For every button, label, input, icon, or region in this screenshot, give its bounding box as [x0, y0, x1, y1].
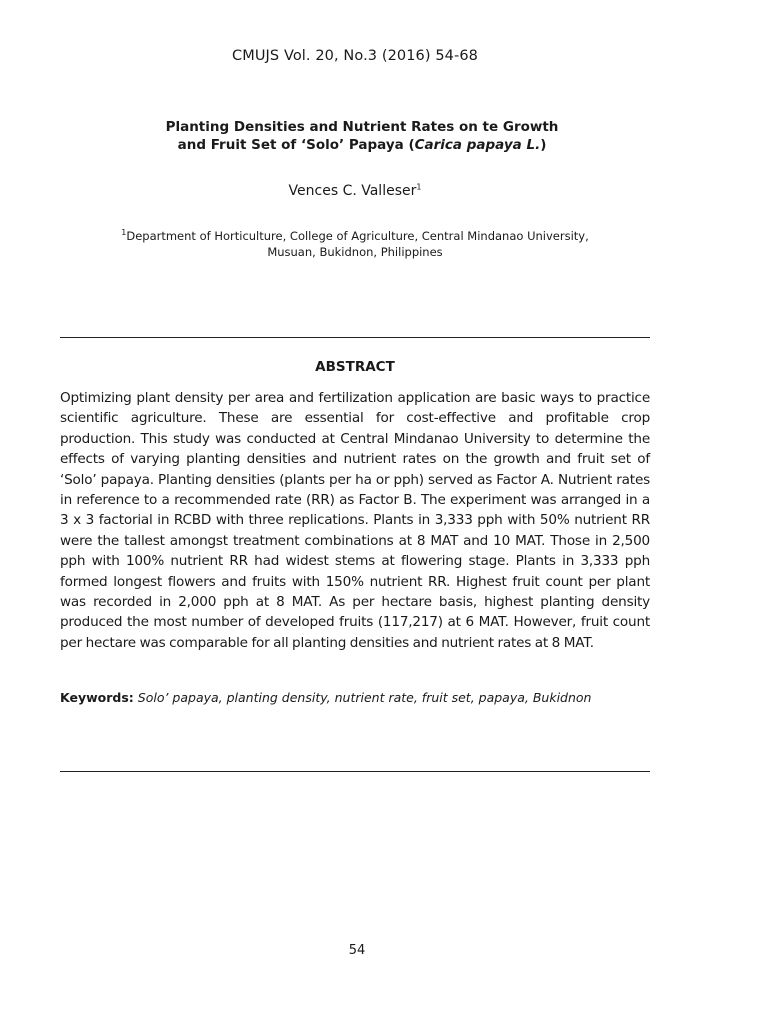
affiliation-line-2: Musuan, Bukidnon, Philippines — [267, 245, 443, 259]
affiliation-text-1: Department of Horticulture, College of Agriculture, Central Mindanao University, — [126, 229, 589, 243]
keywords-values: Solo’ papaya, planting density, nutrient rate, fruit set, papaya, Bukidnon — [137, 690, 592, 705]
affiliation — [0, 228, 710, 260]
title-line-1: Planting Densities and Nutrient Rates on te Growth — [165, 119, 559, 135]
author — [0, 183, 710, 199]
top-divider — [60, 337, 650, 338]
affiliation-line-1 — [0, 228, 710, 244]
author-affiliation-marker: 1 — [416, 182, 422, 192]
bottom-divider — [60, 771, 650, 772]
keywords — [60, 690, 650, 705]
title-line-2 — [0, 136, 724, 154]
journal-header: CMUJS Vol. 20, No.3 (2016) 54-68 — [232, 48, 478, 64]
keywords-label: Keywords: — [60, 690, 134, 705]
scientific-name: Carica papaya L. — [414, 137, 541, 153]
page-number: 54 — [348, 943, 366, 958]
title-line-2-prefix: and Fruit Set of ‘Solo’ Papaya ( — [177, 137, 415, 153]
paper-title — [0, 118, 724, 154]
affiliation-marker: 1 — [121, 228, 127, 238]
abstract-body: Optimizing plant density per area and fertilization application are basic ways to practice scientific agriculture. These are essential for cost-effective and profitable crop production. This study was conducted at Central Mindanao University to determine the effects of varying planting densities and nutrient rates on the growth and fruit set of ‘Solo’ papaya. Planting densities (plants per ha or pph) served as Factor A. Nutrient rates in reference to a recommended rate (RR) as Factor B. The experiment was arranged in a 3 x 3 factorial in RCBD with three replications. Plants in 3,333 pph with 50% nutrient RR were the tallest amongst treatment combinations at 8 MAT and 10 MAT. Those in 2,500 pph with 100% nutrient RR had widest stems at flowering stage. Plants in 3,333 pph formed longest flowers and fruits with 150% nutrient RR. Highest fruit count per plant was recorded in 2,000 pph at 8 MAT. As per hectare basis, highest planting density produced the most number of developed fruits (117,217) at 6 MAT. However, fruit count per hectare was comparable for all planting densities and nutrient rates at 8 MAT. — [60, 390, 650, 651]
title-line-2-suffix: ) — [540, 137, 547, 153]
abstract-heading: ABSTRACT — [315, 359, 395, 375]
author-name: Vences C. Valleser — [288, 183, 417, 199]
